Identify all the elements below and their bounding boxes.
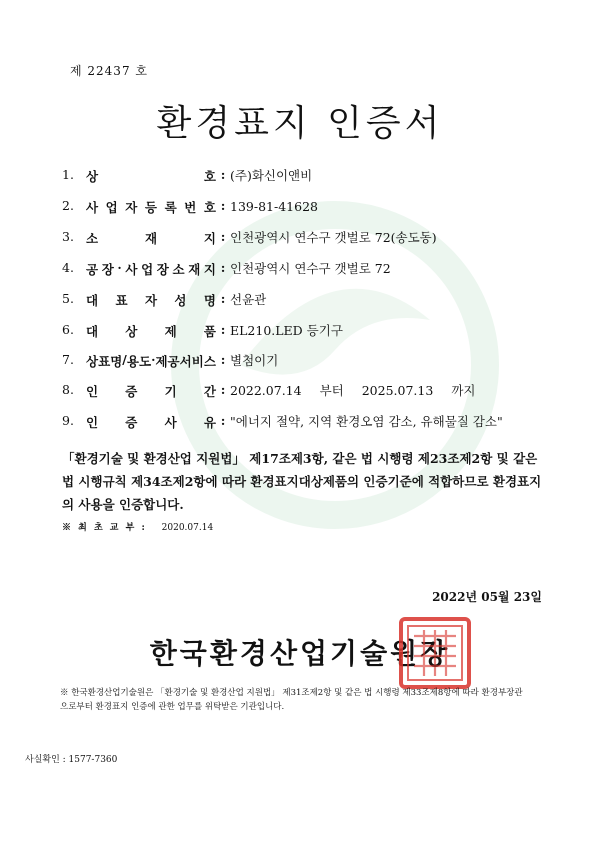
field-row <box>62 352 542 370</box>
field-label: 상 호 <box>86 169 216 184</box>
verification-phone: 사실확인 : 1577-7360 <box>25 755 118 765</box>
period-start: 2022.07.14 <box>230 383 302 398</box>
first-issue-label: ※ 최 초 교 부 : <box>62 523 147 533</box>
field-number: 2. <box>62 198 74 213</box>
field-label: 인 증 기 간 <box>86 384 216 399</box>
field-row <box>62 198 542 216</box>
first-issue-line <box>62 520 213 533</box>
field-value: 인천광역시 연수구 갯벌로 72(송도동) <box>230 230 437 245</box>
field-number: 8. <box>62 382 74 397</box>
field-colon: : <box>220 382 226 397</box>
field-number: 9. <box>62 413 74 428</box>
issue-date: 2022년 05월 23일 <box>432 590 542 604</box>
field-label: 대 상 제 품 <box>86 324 216 339</box>
field-number: 3. <box>62 229 74 244</box>
field-label: 사 업 자 등 록 번 호 <box>86 200 216 215</box>
field-number: 7. <box>62 352 74 367</box>
field-value: "에너지 절약, 지역 환경오염 감소, 유해물질 감소" <box>230 414 503 429</box>
field-row <box>62 167 542 185</box>
field-row <box>62 382 542 400</box>
field-colon: : <box>220 229 226 244</box>
certificate-title: 환경표지 인증서 <box>156 103 444 144</box>
certificate-number: 제 22437 호 <box>70 64 148 78</box>
field-label: 공 장 · 사 업 장 소 재 지 <box>86 260 216 277</box>
field-label: 소 재 지 <box>86 231 216 246</box>
field-colon: : <box>220 352 226 367</box>
issuer-name: 한국환경산업기술원장 <box>149 637 451 670</box>
field-colon: : <box>220 198 226 213</box>
field-colon: : <box>220 167 226 182</box>
field-row <box>62 260 542 278</box>
official-seal-stamp <box>398 616 472 690</box>
field-number: 6. <box>62 322 74 337</box>
field-value <box>230 382 542 400</box>
field-row <box>62 413 542 431</box>
field-number: 1. <box>62 167 74 182</box>
field-value: 인천광역시 연수구 갯벌로 72 <box>230 261 391 276</box>
certification-statement: 「환경기술 및 환경산업 지원법」 제17조제3항, 같은 법 시행령 제23조제2항 및 같은 법 시행규칙 제34조제2항에 따라 환경표지대상제품의 인증기준에 적합하므로 환경표지의 사용을 인증합니다. <box>62 451 542 512</box>
field-row <box>62 229 542 247</box>
field-value: 별첨이기 <box>230 353 279 368</box>
field-colon: : <box>220 322 226 337</box>
field-colon: : <box>220 413 226 428</box>
field-number: 4. <box>62 260 74 275</box>
field-value: 139-81-41628 <box>230 199 318 214</box>
field-colon: : <box>220 291 226 306</box>
field-label: 상 표 명 / 용 도 · 제 공 서 비 스 <box>86 352 216 369</box>
period-end: 2025.07.13 <box>361 383 434 398</box>
period-suffix: 까지 <box>451 383 476 398</box>
field-value: 선윤관 <box>230 292 267 307</box>
footnote: ※ 한국환경산업기술원은 「환경기술 및 환경산업 지원법」 제31조제2항 및 같은 법 시행령 제33조제8항에 따라 환경부장관으로부터 환경표지 인증에 관한 업무를 위탁받은 기관입니다. <box>60 688 523 712</box>
field-colon: : <box>220 260 226 275</box>
field-label: 대 표 자 성 명 <box>86 293 216 308</box>
field-row <box>62 291 542 309</box>
first-issue-date: 2020.07.14 <box>161 523 214 533</box>
field-label: 인 증 사 유 <box>86 415 216 430</box>
field-value: EL210.LED 등기구 <box>230 323 343 338</box>
field-number: 5. <box>62 291 74 306</box>
field-value: (주)화신이앤비 <box>230 168 313 183</box>
period-sep: 부터 <box>319 383 344 398</box>
field-row <box>62 322 542 340</box>
